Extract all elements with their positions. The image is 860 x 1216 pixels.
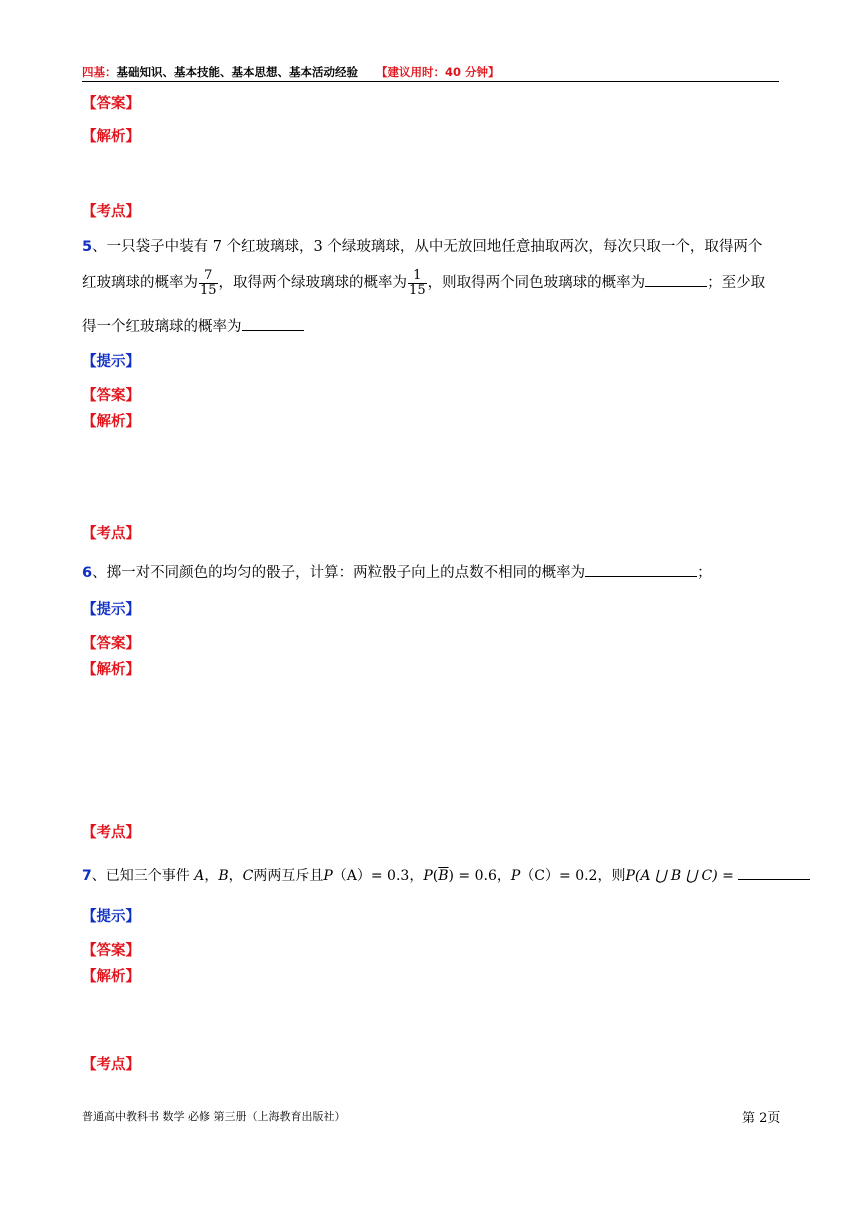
point-label: 【考点】 bbox=[82, 825, 140, 841]
q5-line3 bbox=[82, 316, 304, 337]
page-header bbox=[82, 64, 500, 80]
prob-p: P bbox=[423, 868, 433, 884]
answer-blank[interactable] bbox=[738, 865, 810, 880]
answer-label: 【答案】 bbox=[82, 636, 140, 652]
event-b-complement: $\overline{B}$ bbox=[438, 868, 449, 884]
prob-a: （A）= 0.3， bbox=[332, 868, 424, 884]
event-a: A bbox=[194, 868, 205, 884]
q6-end: ； bbox=[697, 565, 712, 581]
fraction-denominator: 15 bbox=[200, 282, 217, 298]
answer-blank[interactable] bbox=[242, 316, 304, 331]
page-number: 第 2页 bbox=[742, 1111, 781, 1126]
event-b: B bbox=[218, 868, 229, 884]
footer-book-title: 普通高中教科书 数学 必修 第三册（上海教育出版社） bbox=[82, 1110, 346, 1123]
fraction-numerator: 7 bbox=[199, 269, 218, 284]
q5-number: 5 bbox=[82, 239, 93, 255]
paren-open: ( bbox=[432, 868, 439, 884]
q5-line2 bbox=[82, 265, 765, 301]
q7-line bbox=[82, 865, 810, 886]
answer-label: 【答案】 bbox=[82, 943, 140, 959]
hint-label: 【提示】 bbox=[82, 602, 140, 618]
answer-label: 【答案】 bbox=[82, 388, 140, 404]
answer-label: 【答案】 bbox=[82, 96, 140, 112]
q6-number: 6 bbox=[82, 565, 93, 581]
q7-text2: 两两互斥且 bbox=[253, 868, 324, 884]
analysis-label: 【解析】 bbox=[82, 129, 140, 145]
q6-text: 、掷一对不同颜色的均匀的骰子，计算：两粒骰子向上的点数不相同的概率为 bbox=[92, 565, 586, 581]
point-label: 【考点】 bbox=[82, 526, 140, 542]
fraction-denominator: 15 bbox=[409, 282, 426, 298]
q5-text1: 、一只袋子中装有 7 个红玻璃球，3 个绿玻璃球，从中无放回地任意抽取两次，每次只取一个，取得两个 bbox=[92, 239, 763, 255]
hint-label: 【提示】 bbox=[82, 909, 140, 925]
analysis-label: 【解析】 bbox=[82, 662, 140, 678]
q7-comma: ， bbox=[204, 868, 219, 884]
prob-b-comp: ) = 0.6， bbox=[448, 868, 511, 884]
analysis-label: 【解析】 bbox=[82, 414, 140, 430]
q6-line bbox=[82, 562, 712, 583]
fraction-7-15 bbox=[199, 269, 218, 298]
event-c: C bbox=[242, 868, 254, 884]
answer-blank[interactable] bbox=[585, 562, 697, 577]
header-rule bbox=[82, 81, 779, 82]
q7-number: 7 bbox=[82, 868, 92, 884]
prob-p: P bbox=[323, 868, 333, 884]
q5-text2d: ；至少取 bbox=[707, 275, 766, 291]
header-prefix: 四基： bbox=[82, 65, 117, 79]
header-time: 【建议用时：40 分钟】 bbox=[376, 65, 500, 79]
q7-text1: 、已知三个事件 bbox=[91, 868, 190, 884]
q5-line1 bbox=[82, 237, 762, 257]
fraction-1-15 bbox=[408, 269, 427, 298]
q5-text2a: 红玻璃球的概率为 bbox=[82, 275, 198, 291]
point-label: 【考点】 bbox=[82, 1057, 140, 1073]
analysis-label: 【解析】 bbox=[82, 969, 140, 985]
point-label: 【考点】 bbox=[82, 204, 140, 220]
answer-blank[interactable] bbox=[645, 272, 707, 287]
hint-label: 【提示】 bbox=[82, 354, 140, 370]
prob-p: P bbox=[510, 868, 521, 884]
header-title: 基础知识、基本技能、基本思想、基本活动经验 bbox=[116, 65, 358, 79]
q7-comma: ， bbox=[228, 868, 243, 884]
prob-c: （C）= 0.2，则 bbox=[520, 868, 626, 884]
fraction-numerator: 1 bbox=[408, 269, 427, 284]
q5-text2c: ，则取得两个同色玻璃球的概率为 bbox=[427, 275, 646, 291]
q5-text2b: ，取得两个绿玻璃球的概率为 bbox=[218, 275, 408, 291]
union-expression: P(A ⋃ B ⋃ C) = bbox=[625, 868, 734, 884]
q5-text3: 得一个红玻璃球的概率为 bbox=[82, 319, 242, 335]
